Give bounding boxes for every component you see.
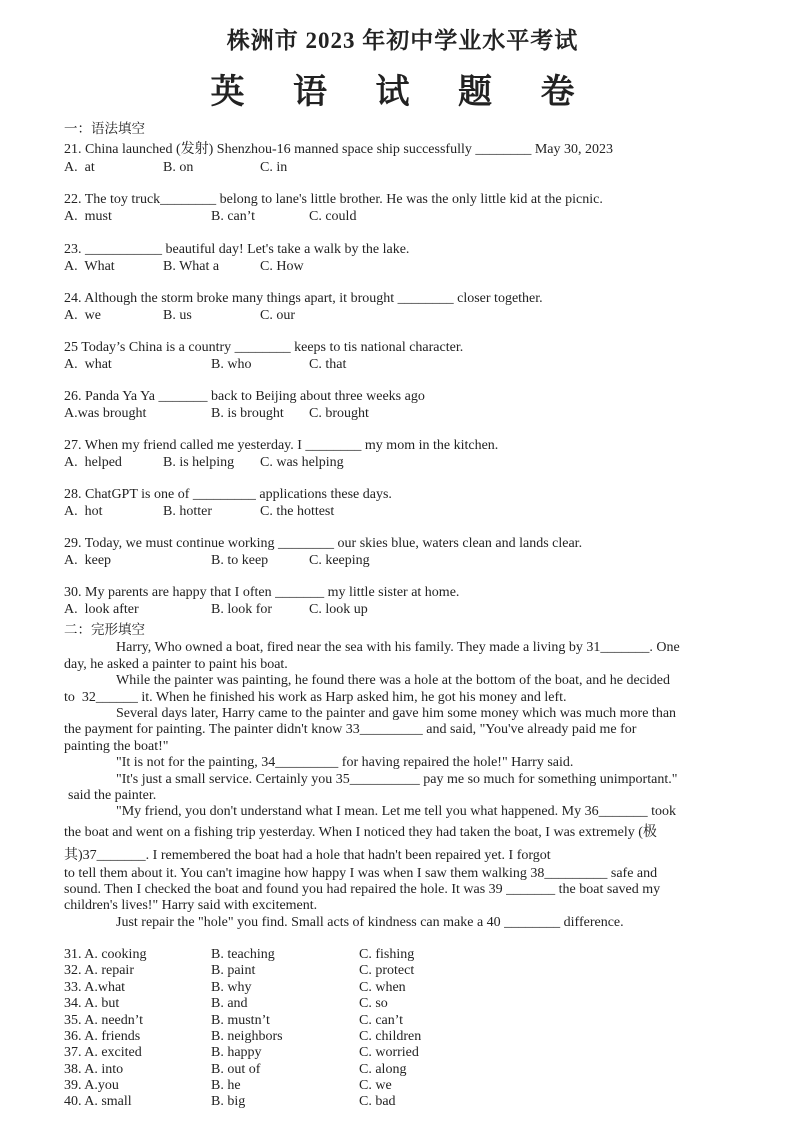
passage-line: 其)37_______. I remembered the boat had a hole that hadn't been repaired yet. I forgot	[64, 848, 551, 863]
answer-option-b: B. big	[211, 1094, 246, 1109]
answer-option-b: B. teaching	[211, 947, 275, 962]
option-a: A. what	[64, 357, 112, 372]
passage-line: day, he asked a painter to paint his boat.	[64, 657, 288, 672]
paper-title: 英 语 试 题 卷	[210, 74, 595, 111]
passage-line: "It's just a small service. Certainly you 35__________ pay me so much for something unimportant."	[116, 772, 678, 787]
passage-line: Several days later, Harry came to the painter and gave him some money which was much more than	[116, 706, 677, 721]
passage-line: said the painter.	[68, 788, 157, 803]
passage-line: "It is not for the painting, 34_________ for having repaired the hole!" Harry said.	[116, 755, 574, 770]
question-stem: 27. When my friend called me yesterday. I ________ my mom in the kitchen.	[64, 438, 499, 453]
passage-line: the boat and went on a fishing trip yesterday. When I noticed they had taken the boat, I was extremely (极	[64, 825, 657, 840]
answer-option-c: C. children	[359, 1029, 422, 1044]
passage-line: to 32______ it. When he finished his work as Harp asked him, he got his money and left.	[64, 690, 567, 705]
question-stem: 24. Although the storm broke many things apart, it brought ________ closer together.	[64, 291, 543, 306]
passage-line: children's lives!" Harry said with excitement.	[64, 898, 318, 913]
option-c: C. How	[260, 259, 304, 274]
answer-option-a: 40. A. small	[64, 1094, 132, 1109]
answer-option-c: C. protect	[359, 963, 415, 978]
passage-line: the payment for painting. The painter didn't know 33_________ and said, "You've already paid me for	[64, 722, 637, 737]
option-b: B. us	[163, 308, 192, 323]
option-b: B. who	[211, 357, 252, 372]
answer-option-a: 36. A. friends	[64, 1029, 141, 1044]
option-a: A. What	[64, 259, 115, 274]
passage-line: Just repair the "hole" you find. Small acts of kindness can make a 40 ________ difference.	[116, 915, 624, 930]
question-stem: 28. ChatGPT is one of _________ applications these days.	[64, 487, 392, 502]
answer-option-a: 38. A. into	[64, 1062, 124, 1077]
answer-option-c: C. bad	[359, 1094, 396, 1109]
answer-option-a: 39. A.you	[64, 1078, 119, 1093]
option-b: B. on	[163, 160, 194, 175]
option-b: B. is brought	[211, 406, 284, 421]
question-stem: 22. The toy truck________ belong to lane's little brother. He was the only little kid at the picnic.	[64, 192, 603, 207]
question-stem: 30. My parents are happy that I often _______ my little sister at home.	[64, 585, 460, 600]
question-stem: 25 Today’s China is a country ________ keeps to tis national character.	[64, 340, 464, 355]
answer-option-c: C. worried	[359, 1045, 419, 1060]
answer-option-c: C. can’t	[359, 1013, 404, 1028]
passage-line: to tell them about it. You can't imagine how happy I was when I saw them walking 38_________ safe and	[64, 866, 658, 881]
answer-option-c: C. when	[359, 980, 406, 995]
answer-option-a: 34. A. but	[64, 996, 120, 1011]
answer-option-c: C. so	[359, 996, 388, 1011]
option-c: C. could	[309, 209, 357, 224]
option-c: C. brought	[309, 406, 369, 421]
option-b: B. can’t	[211, 209, 256, 224]
answer-option-a: 32. A. repair	[64, 963, 134, 978]
answer-option-a: 33. A.what	[64, 980, 126, 995]
answer-option-b: B. paint	[211, 963, 256, 978]
option-a: A. look after	[64, 602, 139, 617]
option-b: B. look for	[211, 602, 273, 617]
option-b: B. What a	[163, 259, 220, 274]
option-a: A. must	[64, 209, 112, 224]
answer-option-b: B. mustn’t	[211, 1013, 270, 1028]
answer-option-a: 31. A. cooking	[64, 947, 147, 962]
answer-option-b: B. happy	[211, 1045, 262, 1060]
question-stem: 26. Panda Ya Ya _______ back to Beijing about three weeks ago	[64, 389, 425, 404]
option-c: C. that	[309, 357, 347, 372]
answer-option-b: B. he	[211, 1078, 241, 1093]
answer-option-a: 35. A. needn’t	[64, 1013, 144, 1028]
option-a: A.was brought	[64, 406, 147, 421]
answer-option-b: B. and	[211, 996, 248, 1011]
answer-option-b: B. why	[211, 980, 252, 995]
passage-line: sound. Then I checked the boat and found you had repaired the hole. It was 39 _______ the boat saved my	[64, 882, 661, 897]
section-heading-grammar: 一：语法填空	[64, 121, 145, 136]
option-a: A. keep	[64, 553, 112, 568]
option-c: C. was helping	[260, 455, 344, 470]
option-a: A. at	[64, 160, 95, 175]
question-stem: 23. ___________ beautiful day! Let's take a walk by the lake.	[64, 242, 410, 257]
option-c: C. the hottest	[260, 504, 335, 519]
exam-title: 株洲市 2023 年初中学业水平考试	[226, 28, 579, 53]
passage-line: Harry, Who owned a boat, fired near the sea with his family. They made a living by 31_______. One	[116, 640, 680, 655]
option-c: C. keeping	[309, 553, 370, 568]
option-c: C. look up	[309, 602, 368, 617]
answer-option-c: C. fishing	[359, 947, 415, 962]
option-a: A. we	[64, 308, 101, 323]
question-stem: 21. China launched (发射) Shenzhou-16 manned space ship successfully ________ May 30, 2023	[64, 142, 614, 157]
passage-line: While the painter was painting, he found there was a hole at the bottom of the boat, and he decided	[116, 673, 670, 688]
answer-option-c: C. along	[359, 1062, 407, 1077]
answer-option-a: 37. A. excited	[64, 1045, 142, 1060]
option-a: A. hot	[64, 504, 103, 519]
answer-option-c: C. we	[359, 1078, 392, 1093]
option-b: B. is helping	[163, 455, 235, 470]
option-b: B. to keep	[211, 553, 269, 568]
option-a: A. helped	[64, 455, 122, 470]
passage-line: "My friend, you don't understand what I mean. Let me tell you what happened. My 36_______ took	[116, 804, 676, 819]
answer-option-b: B. neighbors	[211, 1029, 283, 1044]
option-c: C. our	[260, 308, 295, 323]
question-stem: 29. Today, we must continue working ________ our skies blue, waters clean and lands clear.	[64, 536, 583, 551]
option-b: B. hotter	[163, 504, 212, 519]
answer-option-b: B. out of	[211, 1062, 261, 1077]
option-c: C. in	[260, 160, 288, 175]
passage-line: painting the boat!"	[64, 739, 169, 754]
section-heading-cloze: 二：完形填空	[64, 622, 145, 637]
